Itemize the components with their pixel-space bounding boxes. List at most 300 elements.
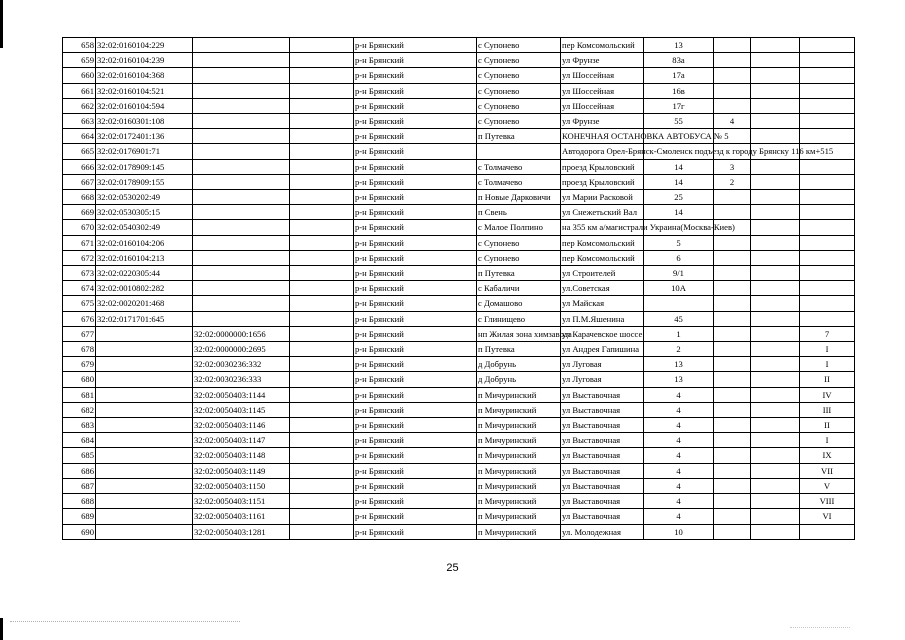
district-cell: р-н Брянский: [354, 478, 477, 493]
house-number-cell: 13: [644, 357, 714, 372]
table-row: [63, 418, 855, 433]
building-number-cell: [714, 418, 751, 433]
house-number-cell: 9/1: [644, 266, 714, 281]
building-number-cell: [714, 357, 751, 372]
building-number-cell: [714, 266, 751, 281]
house-number-cell: 4: [644, 387, 714, 402]
apartment-cell: [751, 524, 800, 539]
settlement-cell: п Мичуринский: [477, 418, 561, 433]
building-number-cell: [714, 494, 751, 509]
street-cell: ул Выставочная: [561, 494, 644, 509]
room-number-cell: I: [800, 357, 855, 372]
room-number-cell: II: [800, 418, 855, 433]
district-cell: р-н Брянский: [354, 463, 477, 478]
room-number-cell: [800, 266, 855, 281]
apartment-cell: [751, 281, 800, 296]
apartment-cell: [751, 296, 800, 311]
district-cell: р-н Брянский: [354, 524, 477, 539]
row-number: 673: [63, 266, 96, 281]
blank-cell: [290, 418, 354, 433]
cadastral-number-alt-cell: 32:02:0050403:1147: [193, 433, 290, 448]
blank-cell: [290, 174, 354, 189]
district-cell: р-н Брянский: [354, 38, 477, 53]
row-number: 679: [63, 357, 96, 372]
settlement-cell: с Супонево: [477, 68, 561, 83]
cadastral-number-cell: 32:02:0160104:206: [96, 235, 193, 250]
street-cell: ул П.М.Яшенина: [561, 311, 644, 326]
street-cell: ул.Советская: [561, 281, 644, 296]
table-row: [63, 129, 855, 144]
house-number-cell: 5: [644, 235, 714, 250]
row-number: 687: [63, 478, 96, 493]
cadastral-number-alt-cell: [193, 53, 290, 68]
apartment-cell: [751, 372, 800, 387]
apartment-cell: [751, 235, 800, 250]
street-cell: пер Комсомольский: [561, 38, 644, 53]
cadastral-number-cell: 32:02:0171701:645: [96, 311, 193, 326]
blank-cell: [290, 220, 354, 235]
table-row: [63, 266, 855, 281]
cadastral-number-cell: [96, 387, 193, 402]
cadastral-number-cell: [96, 433, 193, 448]
cadastral-number-alt-cell: [193, 235, 290, 250]
table-row: [63, 53, 855, 68]
street-cell: ул Фрунзе: [561, 53, 644, 68]
row-number: 690: [63, 524, 96, 539]
house-number-cell: 17г: [644, 98, 714, 113]
table-row: [63, 114, 855, 129]
cadastral-number-cell: [96, 494, 193, 509]
apartment-cell: [751, 190, 800, 205]
street-cell: ул Шоссейная: [561, 83, 644, 98]
row-number: 671: [63, 235, 96, 250]
house-number-cell: 2: [644, 342, 714, 357]
cadastral-number-alt-cell: 32:02:0050403:1150: [193, 478, 290, 493]
district-cell: р-н Брянский: [354, 266, 477, 281]
cadastral-number-cell: 32:02:0160301:108: [96, 114, 193, 129]
cadastral-number-cell: [96, 463, 193, 478]
cadastral-number-alt-cell: [193, 205, 290, 220]
district-cell: р-н Брянский: [354, 372, 477, 387]
settlement-cell: с Супонево: [477, 38, 561, 53]
building-number-cell: [714, 311, 751, 326]
settlement-cell: [477, 144, 561, 159]
apartment-cell: [751, 98, 800, 113]
blank-cell: [290, 250, 354, 265]
settlement-cell: п Путевка: [477, 266, 561, 281]
cadastral-number-cell: [96, 448, 193, 463]
street-cell: ул. Молодежная: [561, 524, 644, 539]
apartment-cell: [751, 418, 800, 433]
table-row: [63, 387, 855, 402]
left-margin-bar-bottom: [0, 618, 3, 640]
street-cell: пер Комсомольский: [561, 235, 644, 250]
cadastral-number-cell: 32:02:0178909:155: [96, 174, 193, 189]
settlement-cell: с Домашово: [477, 296, 561, 311]
street-cell: ул Выставочная: [561, 402, 644, 417]
blank-cell: [290, 463, 354, 478]
room-number-cell: [800, 281, 855, 296]
settlement-cell: с Толмачево: [477, 159, 561, 174]
street-cell: ул Выставочная: [561, 387, 644, 402]
table-row: [63, 83, 855, 98]
blank-cell: [290, 311, 354, 326]
row-number: 685: [63, 448, 96, 463]
cadastral-number-cell: [96, 478, 193, 493]
street-cell: ул Выставочная: [561, 433, 644, 448]
apartment-cell: [751, 478, 800, 493]
cadastral-number-cell: [96, 357, 193, 372]
cadastral-number-alt-cell: [193, 311, 290, 326]
cadastral-number-alt-cell: 32:02:0050403:1281: [193, 524, 290, 539]
settlement-cell: п Мичуринский: [477, 402, 561, 417]
table-row: [63, 205, 855, 220]
room-number-cell: [800, 38, 855, 53]
cadastral-number-cell: [96, 524, 193, 539]
row-number: 684: [63, 433, 96, 448]
table-row: [63, 509, 855, 524]
street-cell: ул Выставочная: [561, 463, 644, 478]
apartment-cell: [751, 53, 800, 68]
district-cell: р-н Брянский: [354, 220, 477, 235]
district-cell: р-н Брянский: [354, 509, 477, 524]
cadastral-number-alt-cell: [193, 114, 290, 129]
room-number-cell: V: [800, 478, 855, 493]
apartment-cell: [751, 83, 800, 98]
apartment-cell: [751, 463, 800, 478]
table-row: [63, 190, 855, 205]
building-number-cell: [714, 281, 751, 296]
row-number: 680: [63, 372, 96, 387]
cadastral-number-cell: 32:02:0160104:368: [96, 68, 193, 83]
settlement-cell: п Мичуринский: [477, 509, 561, 524]
street-cell: ул Выставочная: [561, 478, 644, 493]
street-cell: ул Выставочная: [561, 418, 644, 433]
district-cell: р-н Брянский: [354, 326, 477, 341]
room-number-cell: [800, 235, 855, 250]
building-number-cell: [714, 433, 751, 448]
table-row: [63, 311, 855, 326]
cadastral-number-alt-cell: [193, 159, 290, 174]
district-cell: р-н Брянский: [354, 433, 477, 448]
apartment-cell: [751, 342, 800, 357]
apartment-cell: [751, 129, 800, 144]
row-number: 667: [63, 174, 96, 189]
building-number-cell: [714, 250, 751, 265]
district-cell: р-н Брянский: [354, 342, 477, 357]
room-number-cell: [800, 524, 855, 539]
row-number: 675: [63, 296, 96, 311]
settlement-cell: д Добрунь: [477, 372, 561, 387]
blank-cell: [290, 478, 354, 493]
district-cell: р-н Брянский: [354, 250, 477, 265]
blank-cell: [290, 144, 354, 159]
settlement-cell: с Малое Полпино: [477, 220, 561, 235]
row-number: 659: [63, 53, 96, 68]
house-number-cell: 4: [644, 463, 714, 478]
street-cell: Автодорога Орел-Брянск-Смоленск подъезд к городу Брянску 116 км+515: [561, 144, 644, 159]
settlement-cell: с Супонево: [477, 250, 561, 265]
blank-cell: [290, 114, 354, 129]
house-number-cell: 4: [644, 418, 714, 433]
blank-cell: [290, 205, 354, 220]
table-row: [63, 433, 855, 448]
house-number-cell: [644, 296, 714, 311]
row-number: 668: [63, 190, 96, 205]
house-number-cell: 4: [644, 448, 714, 463]
cadastral-number-alt-cell: [193, 129, 290, 144]
settlement-cell: с Супонево: [477, 83, 561, 98]
house-number-cell: 10: [644, 524, 714, 539]
cadastral-number-cell: 32:02:0160104:594: [96, 98, 193, 113]
room-number-cell: 7: [800, 326, 855, 341]
settlement-cell: п Мичуринский: [477, 387, 561, 402]
district-cell: р-н Брянский: [354, 296, 477, 311]
row-number: 678: [63, 342, 96, 357]
row-number: 660: [63, 68, 96, 83]
row-number: 663: [63, 114, 96, 129]
house-number-cell: 13: [644, 372, 714, 387]
settlement-cell: п Мичуринский: [477, 494, 561, 509]
street-cell: проезд Крыловский: [561, 159, 644, 174]
district-cell: р-н Брянский: [354, 53, 477, 68]
building-number-cell: [714, 190, 751, 205]
table-row: [63, 372, 855, 387]
blank-cell: [290, 372, 354, 387]
apartment-cell: [751, 266, 800, 281]
blank-cell: [290, 98, 354, 113]
district-cell: р-н Брянский: [354, 235, 477, 250]
house-number-cell: 13: [644, 38, 714, 53]
house-number-cell: 16в: [644, 83, 714, 98]
street-cell: ул Выставочная: [561, 448, 644, 463]
house-number-cell: 6: [644, 250, 714, 265]
district-cell: р-н Брянский: [354, 311, 477, 326]
district-cell: р-н Брянский: [354, 129, 477, 144]
district-cell: р-н Брянский: [354, 357, 477, 372]
row-number: 666: [63, 159, 96, 174]
row-number: 672: [63, 250, 96, 265]
building-number-cell: [714, 448, 751, 463]
cadastral-number-cell: 32:02:0160104:229: [96, 38, 193, 53]
cadastral-number-cell: 32:02:0160104:521: [96, 83, 193, 98]
room-number-cell: VII: [800, 463, 855, 478]
cadastral-number-alt-cell: [193, 296, 290, 311]
house-number-cell: 14: [644, 205, 714, 220]
scan-noise-right: [790, 627, 850, 630]
district-cell: р-н Брянский: [354, 418, 477, 433]
street-cell: ул Шоссейная: [561, 98, 644, 113]
cadastral-number-alt-cell: 32:02:0050403:1149: [193, 463, 290, 478]
building-number-cell: [714, 83, 751, 98]
room-number-cell: [800, 250, 855, 265]
blank-cell: [290, 509, 354, 524]
register-rows: [63, 38, 855, 540]
apartment-cell: [751, 174, 800, 189]
table-row: [63, 342, 855, 357]
cadastral-number-cell: [96, 342, 193, 357]
cadastral-number-alt-cell: [193, 266, 290, 281]
apartment-cell: [751, 311, 800, 326]
settlement-cell: п Путевка: [477, 342, 561, 357]
cadastral-number-cell: 32:02:0220305:44: [96, 266, 193, 281]
street-cell: ул Майская: [561, 296, 644, 311]
room-number-cell: I: [800, 342, 855, 357]
blank-cell: [290, 281, 354, 296]
house-number-cell: 4: [644, 494, 714, 509]
settlement-cell: с Супонево: [477, 114, 561, 129]
house-number-cell: 45: [644, 311, 714, 326]
blank-cell: [290, 296, 354, 311]
room-number-cell: [800, 159, 855, 174]
house-number-cell: 4: [644, 478, 714, 493]
cadastral-number-alt-cell: [193, 38, 290, 53]
table-row: [63, 68, 855, 83]
settlement-cell: п Мичуринский: [477, 478, 561, 493]
house-number-cell: 25: [644, 190, 714, 205]
row-number: 661: [63, 83, 96, 98]
building-number-cell: [714, 402, 751, 417]
table-row: [63, 220, 855, 235]
district-cell: р-н Брянский: [354, 402, 477, 417]
table-row: [63, 448, 855, 463]
blank-cell: [290, 190, 354, 205]
scan-noise: [10, 621, 240, 624]
cadastral-number-cell: [96, 372, 193, 387]
building-number-cell: [714, 463, 751, 478]
blank-cell: [290, 433, 354, 448]
street-cell: ул Шоссейная: [561, 68, 644, 83]
district-cell: р-н Брянский: [354, 448, 477, 463]
apartment-cell: [751, 38, 800, 53]
street-cell: ул Луговая: [561, 372, 644, 387]
table-row: [63, 326, 855, 341]
cadastral-number-cell: 32:02:0178909:145: [96, 159, 193, 174]
property-register-table: [62, 37, 855, 540]
blank-cell: [290, 524, 354, 539]
table-row: [63, 159, 855, 174]
settlement-cell: п Путевка: [477, 129, 561, 144]
cadastral-number-cell: 32:02:0530202:49: [96, 190, 193, 205]
building-number-cell: 2: [714, 174, 751, 189]
apartment-cell: [751, 357, 800, 372]
settlement-cell: п Свень: [477, 205, 561, 220]
table-row: [63, 357, 855, 372]
apartment-cell: [751, 205, 800, 220]
cadastral-number-alt-cell: 32:02:0000000:1656: [193, 326, 290, 341]
apartment-cell: [751, 402, 800, 417]
blank-cell: [290, 357, 354, 372]
apartment-cell: [751, 494, 800, 509]
house-number-cell: 4: [644, 402, 714, 417]
cadastral-number-alt-cell: [193, 250, 290, 265]
room-number-cell: VIII: [800, 494, 855, 509]
blank-cell: [290, 235, 354, 250]
cadastral-number-alt-cell: [193, 174, 290, 189]
row-number: 669: [63, 205, 96, 220]
settlement-cell: п Мичуринский: [477, 448, 561, 463]
apartment-cell: [751, 448, 800, 463]
street-cell: ул Снежетьский Вал: [561, 205, 644, 220]
apartment-cell: [751, 433, 800, 448]
house-number-cell: 14: [644, 174, 714, 189]
cadastral-number-cell: [96, 402, 193, 417]
settlement-cell: п Мичуринский: [477, 463, 561, 478]
apartment-cell: [751, 509, 800, 524]
blank-cell: [290, 326, 354, 341]
table-row: [63, 235, 855, 250]
district-cell: р-н Брянский: [354, 68, 477, 83]
room-number-cell: III: [800, 402, 855, 417]
cadastral-number-cell: 32:02:0020201:468: [96, 296, 193, 311]
street-cell: ул Карачевское шоссе: [561, 326, 644, 341]
cadastral-number-cell: 32:02:0530305:15: [96, 205, 193, 220]
cadastral-number-alt-cell: [193, 83, 290, 98]
building-number-cell: [714, 98, 751, 113]
blank-cell: [290, 68, 354, 83]
row-number: 681: [63, 387, 96, 402]
cadastral-number-alt-cell: 32:02:0050403:1144: [193, 387, 290, 402]
building-number-cell: 4: [714, 114, 751, 129]
row-number: 674: [63, 281, 96, 296]
apartment-cell: [751, 326, 800, 341]
room-number-cell: [800, 205, 855, 220]
blank-cell: [290, 38, 354, 53]
left-margin-bar-top: [0, 0, 3, 48]
district-cell: р-н Брянский: [354, 494, 477, 509]
district-cell: р-н Брянский: [354, 281, 477, 296]
blank-cell: [290, 342, 354, 357]
room-number-cell: [800, 114, 855, 129]
cadastral-number-alt-cell: [193, 68, 290, 83]
table-row: [63, 494, 855, 509]
table-row: [63, 250, 855, 265]
settlement-cell: п Новые Дарковичи: [477, 190, 561, 205]
street-cell: ул Луговая: [561, 357, 644, 372]
row-number: 665: [63, 144, 96, 159]
district-cell: р-н Брянский: [354, 174, 477, 189]
table-row: [63, 402, 855, 417]
settlement-cell: с Кабаличи: [477, 281, 561, 296]
street-cell: ул Строителей: [561, 266, 644, 281]
blank-cell: [290, 448, 354, 463]
cadastral-number-cell: 32:02:0176901:71: [96, 144, 193, 159]
room-number-cell: [800, 98, 855, 113]
house-number-cell: 17а: [644, 68, 714, 83]
table-row: [63, 524, 855, 539]
row-number: 683: [63, 418, 96, 433]
cadastral-number-alt-cell: 32:02:0030236:332: [193, 357, 290, 372]
street-cell: ул Андрея Гапишина: [561, 342, 644, 357]
room-number-cell: [800, 174, 855, 189]
settlement-cell: п Мичуринский: [477, 433, 561, 448]
table-row: [63, 296, 855, 311]
building-number-cell: [714, 509, 751, 524]
cadastral-number-alt-cell: 32:02:0050403:1145: [193, 402, 290, 417]
settlement-cell: с Супонево: [477, 235, 561, 250]
building-number-cell: [714, 38, 751, 53]
row-number: 689: [63, 509, 96, 524]
cadastral-number-cell: [96, 509, 193, 524]
row-number: 670: [63, 220, 96, 235]
apartment-cell: [751, 387, 800, 402]
building-number-cell: [714, 372, 751, 387]
apartment-cell: [751, 159, 800, 174]
settlement-cell: п Мичуринский: [477, 524, 561, 539]
room-number-cell: [800, 83, 855, 98]
cadastral-number-cell: 32:02:0160104:213: [96, 250, 193, 265]
room-number-cell: [800, 53, 855, 68]
